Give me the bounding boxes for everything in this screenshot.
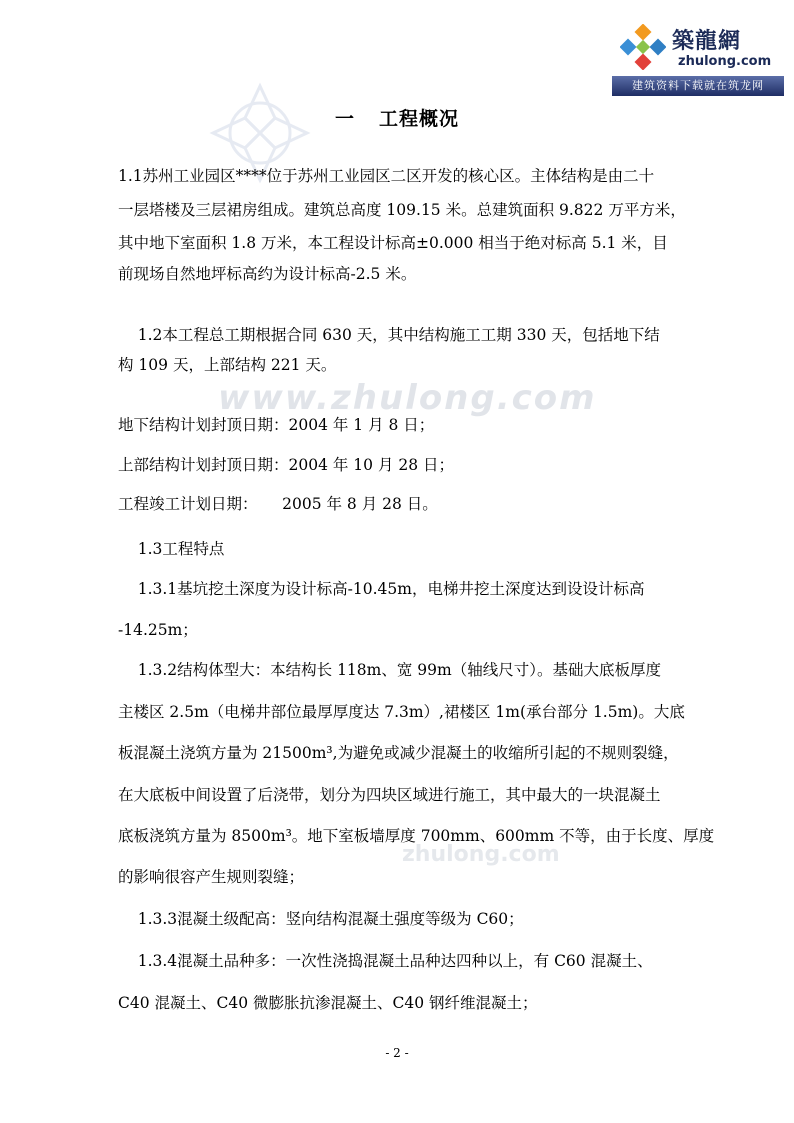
body-line: 在大底板中间设置了后浇带，划分为四块区域进行施工，其中最大的一块混凝土 — [118, 786, 661, 804]
body-line: 1.3.3混凝土级配高：竖向结构混凝土强度等级为 C60； — [118, 910, 524, 928]
watermark-text: zhulong.com — [402, 842, 560, 867]
section-heading: 工程概况 — [379, 108, 460, 130]
body-line: 1.2本工程总工期根据合同 630 天，其中结构施工工期 330 天，包括地下结 — [118, 326, 660, 344]
body-line: 1.3.2结构体型大：本结构长 118m、宽 99m（轴线尺寸）。基础大底板厚度 — [118, 661, 661, 679]
body-line: 1.1苏州工业园区****位于苏州工业园区二区开发的核心区。主体结构是由二十 — [118, 167, 655, 185]
body-line: 底板浇筑方量为 8500m³。地下室板墙厚度 700mm、600mm 不等，由于长度、厚度 — [118, 827, 715, 845]
body-line: 的影响很容产生规则裂缝； — [118, 868, 305, 886]
watermark-url: www.zhulong.com — [218, 378, 597, 418]
section-title — [0, 104, 794, 131]
body-line: 板混凝土浇筑方量为 21500m³,为避免或减少混凝土的收缩所引起的不规则裂缝， — [118, 744, 679, 762]
logo-slogan: 建筑资料下载就在筑龙网 — [612, 76, 784, 96]
body-line: 地下结构计划封顶日期：2004 年 1 月 8 日； — [118, 416, 435, 434]
logo-top — [612, 14, 784, 76]
body-line: C40 混凝土、C40 微膨胀抗渗混凝土、C40 钢纤维混凝土； — [118, 994, 538, 1012]
body-line: 1.3工程特点 — [118, 540, 225, 558]
body-line: 1.3.4混凝土品种多：一次性浇捣混凝土品种达四种以上，有 C60 混凝土、 — [118, 952, 653, 970]
logo-name: 築龍網 — [672, 28, 742, 54]
body-line: 工程竣工计划日期： 2005 年 8 月 28 日。 — [118, 495, 438, 513]
page-number: - 2 - — [385, 1046, 409, 1060]
body-line: 上部结构计划封顶日期：2004 年 10 月 28 日； — [118, 456, 455, 474]
zhulong-logo — [612, 14, 784, 96]
body-line: 构 109 天，上部结构 221 天。 — [118, 356, 337, 374]
body-line: -14.25m； — [118, 621, 198, 639]
section-number: 一 — [334, 108, 355, 130]
body-line: 主楼区 2.5m（电梯井部位最厚厚度达 7.3m）,裙楼区 1m(承台部分 1.5m)。大底 — [118, 703, 685, 721]
body-line: 前现场自然地坪标高约为设计标高-2.5 米。 — [118, 265, 417, 283]
body-line: 一层塔楼及三层裙房组成。建筑总高度 109.15 米。总建筑面积 9.822 万平方米， — [118, 201, 686, 219]
logo-mark-icon — [620, 24, 666, 70]
body-line: 其中地下室面积 1.8 万米，本工程设计标高±0.000 相当于绝对标高 5.1 米，目 — [118, 234, 668, 252]
logo-domain: zhulong.com — [678, 54, 772, 69]
body-line: 1.3.1基坑挖土深度为设计标高-10.45m，电梯井挖土深度达到设设计标高 — [118, 580, 645, 598]
